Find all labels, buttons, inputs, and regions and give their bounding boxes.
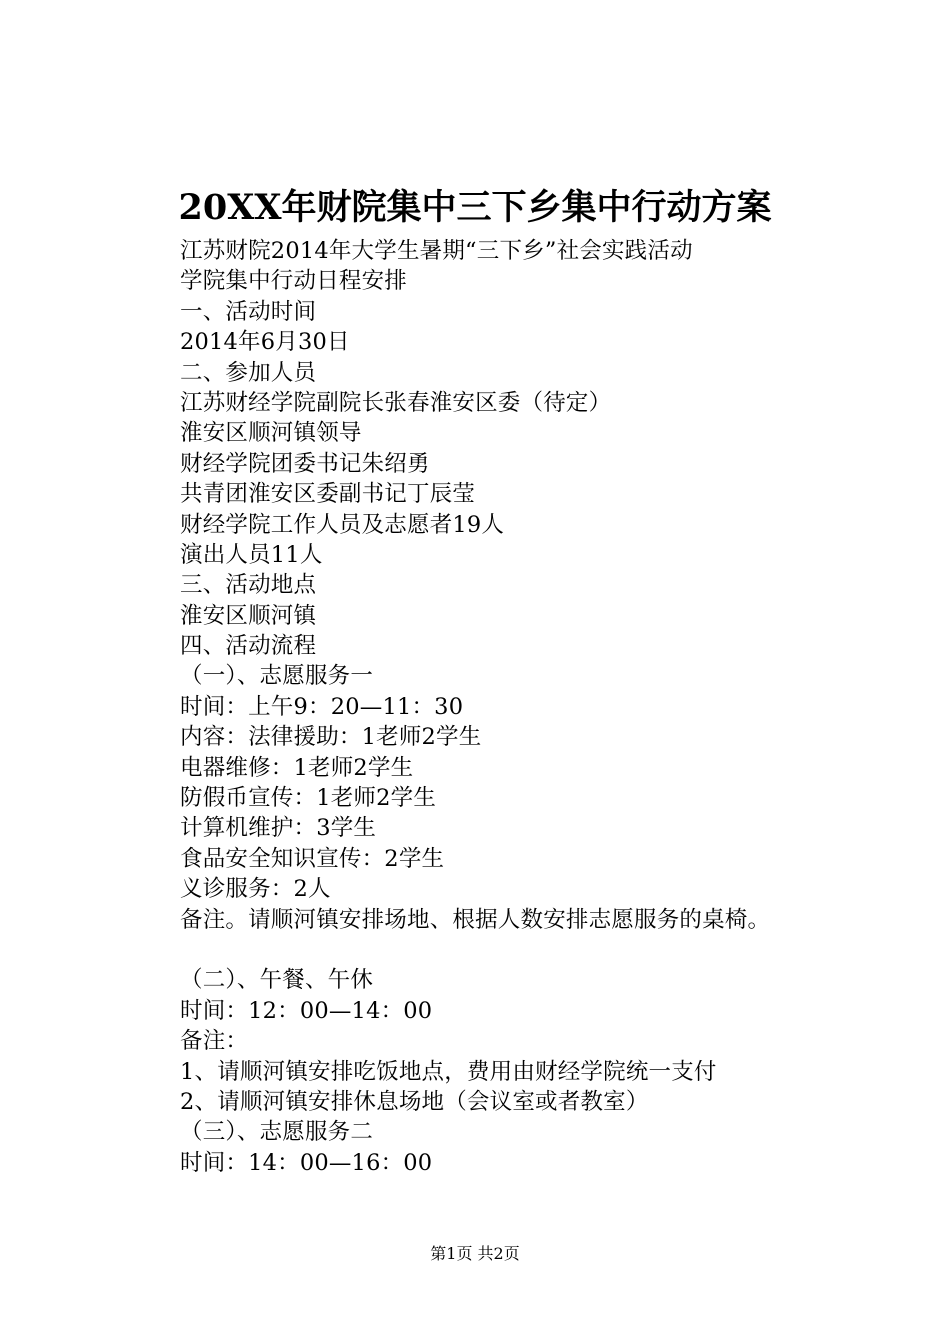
page-number-footer: 第1页 共2页: [430, 1244, 520, 1263]
body-line: 内容：法律援助：1老师2学生: [180, 724, 482, 751]
body-line: 备注：: [180, 1028, 249, 1055]
document-body: [180, 236, 940, 1178]
body-line: 1、请顺河镇安排吃饭地点，费用由财经学院统一支付: [180, 1058, 717, 1085]
body-line: 财经学院工作人员及志愿者19人: [180, 511, 505, 538]
section-heading: 三、活动地点: [180, 572, 317, 599]
body-line: 时间：12：00—14：00: [180, 997, 433, 1024]
section-heading: 二、参加人员: [180, 359, 317, 386]
body-line: 江苏财经学院副院长张春淮安区委（待定）: [180, 389, 612, 416]
body-line: 江苏财院2014年大学生暑期“三下乡”社会实践活动: [180, 238, 693, 264]
body-line: 义诊服务：2人: [180, 876, 331, 903]
body-line: 淮安区顺河镇领导: [180, 420, 362, 447]
body-line: 备注。请顺河镇安排场地、根据人数安排志愿服务的桌椅。: [180, 906, 771, 933]
body-line: 学院集中行动日程安排: [180, 268, 408, 295]
blank-line: [180, 935, 940, 965]
section-heading: 一、活动时间: [180, 298, 317, 325]
body-line: 财经学院团委书记朱绍勇: [180, 450, 430, 477]
body-line: 时间：上午9：20—11：30: [180, 693, 464, 720]
subsection-heading: （二）、午餐、午休: [180, 967, 374, 994]
body-line: 计算机维护：3学生: [180, 815, 377, 842]
body-line: 电器维修：1老师2学生: [180, 754, 414, 781]
body-line: 淮安区顺河镇: [180, 602, 317, 629]
body-line: 2、请顺河镇安排休息场地（会议室或者教室）: [180, 1088, 649, 1115]
body-line: 防假币宣传：1老师2学生: [180, 785, 437, 812]
body-line: 时间：14：00—16：00: [180, 1149, 433, 1176]
body-line: 2014年6月30日: [180, 329, 350, 356]
subsection-heading: （三）、志愿服务二: [180, 1119, 374, 1146]
section-heading: 四、活动流程: [180, 633, 317, 660]
body-line: 共青团淮安区委副书记丁辰莹: [180, 481, 476, 508]
document-title: 20XX年财院集中三下乡集中行动方案: [178, 187, 772, 228]
subsection-heading: （一）、志愿服务一: [180, 663, 374, 690]
body-line: 食品安全知识宣传：2学生: [180, 845, 445, 872]
body-line: 演出人员11人: [180, 541, 323, 568]
